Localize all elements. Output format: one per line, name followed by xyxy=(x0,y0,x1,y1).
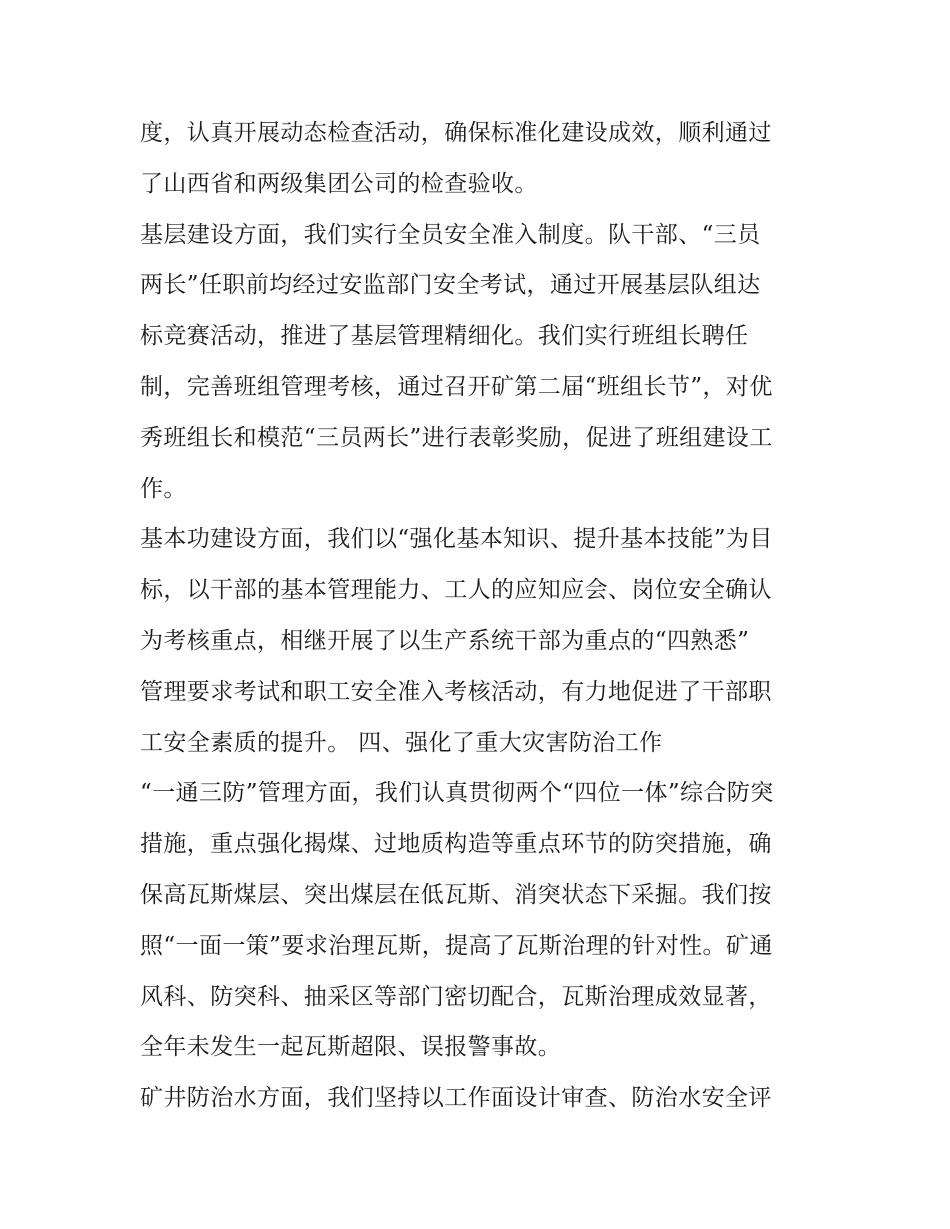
text-line: 度，认真开展动态检查活动，确保标准化建设成效，顺利通过 xyxy=(140,120,772,146)
text-line: 秀班组长和模范“三员两长”进行表彰奖励，促进了班组建设工 xyxy=(140,424,773,451)
text-line: 工安全素质的提升。 四、强化了重大灾害防治工作 xyxy=(140,729,663,756)
text-line: 措施，重点强化揭煤、过地质构造等重点环节的防突措施，确 xyxy=(140,831,772,858)
document-body xyxy=(140,108,820,1124)
text-line: 作。 xyxy=(140,475,187,502)
text-line: 风科、防突科、抽采区等部门密切配合，瓦斯治理成效显著， xyxy=(140,983,772,1010)
text-line: 标竞赛活动，推进了基层管理精细化。我们实行班组长聘任 xyxy=(140,323,749,350)
text-line: 照“一面一策”要求治理瓦斯，提高了瓦斯治理的针对性。矿通 xyxy=(140,932,773,959)
text-line: 矿井防治水方面，我们坚持以工作面设计审查、防治水安全评 xyxy=(140,1085,772,1112)
text-line: 保高瓦斯煤层、突出煤层在低瓦斯、消突状态下采掘。我们按 xyxy=(140,881,772,908)
text-line: 制，完善班组管理考核，通过召开矿第二届“班组长节”，对优 xyxy=(140,373,773,400)
text-line: 基本功建设方面，我们以“强化基本知识、提升基本技能”为目 xyxy=(140,526,773,553)
text-line: 标，以干部的基本管理能力、工人的应知应会、岗位安全确认 xyxy=(140,577,772,604)
text-line: 基层建设方面，我们实行全员安全准入制度。队干部、“三员 xyxy=(140,221,761,248)
text-line: 为考核重点，相继开展了以生产系统干部为重点的“四熟悉” xyxy=(140,627,750,654)
text-line: 全年未发生一起瓦斯超限、误报警事故。 xyxy=(140,1034,562,1061)
text-line: 两长”任职前均经过安监部门安全考试，通过开展基层队组达 xyxy=(140,272,761,299)
text-line: 管理要求考试和职工安全准入考核活动，有力地促进了干部职 xyxy=(140,678,772,705)
text-line: “一通三防”管理方面，我们认真贯彻两个“四位一体”综合防突 xyxy=(140,780,774,807)
text-line: 了山西省和两级集团公司的检查验收。 xyxy=(140,170,538,197)
